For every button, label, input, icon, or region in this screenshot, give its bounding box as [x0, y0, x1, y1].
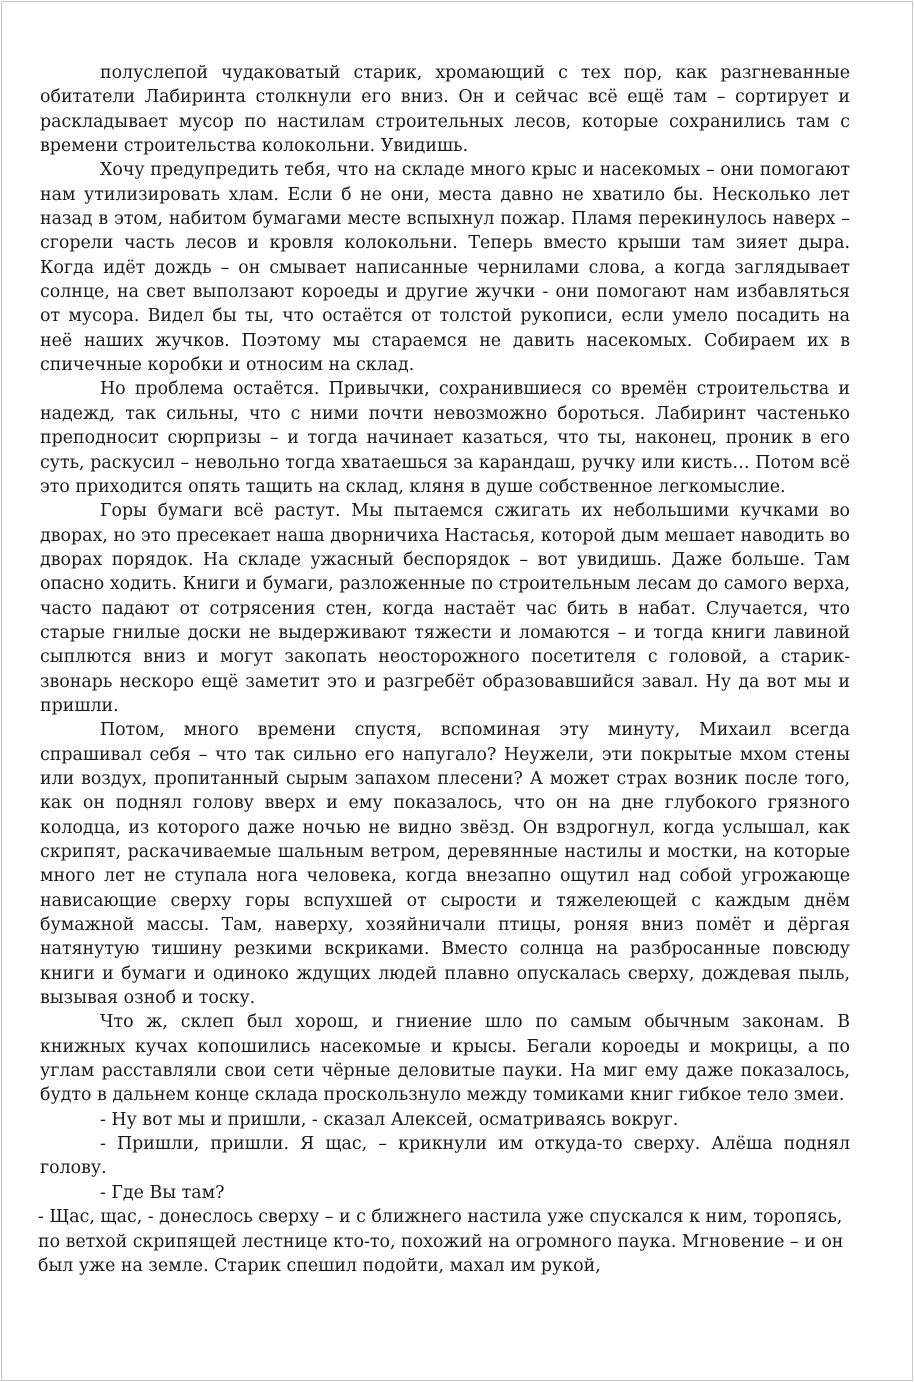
paragraph-1: полуслепой чудаковатый старик, хромающий с тех пор, как разгневанные обитатели Лабиринта столкнули его вниз. Он и сейчас всё ещё там – сортирует и раскладывает мусор по настилам строительных лесов, которые сохранились там с времени строительства колокольни. Увидишь. — [40, 63, 850, 157]
dialogue-line-4: - Щас, щас, - донеслось сверху – и с ближнего настила уже спускался к ним, торопясь, по ветхой скрипящей лестнице кто-то, похожий на огромного паука. Мгновение – и он был уже на земле. Старик спешил подойти, махал им рукой, — [38, 1207, 844, 1276]
page — [1, 1, 913, 1381]
paragraph-3: Но проблема остаётся. Привычки, сохранившиеся со времён строительства и надежд, так сильны, что с ними почти невозможно бороться. Лабиринт частенько преподносит сюрпризы – и тогда начинает казаться, что ты, наконец, проник в его суть, раскусил – невольно тогда хватаешься за карандаш, ручку или кисть… Потом всё это приходится опять тащить на склад, кляня в душе собственное легкомыслие. — [40, 379, 850, 497]
dialogue-line-2: - Пришли, пришли. Я щас, – крикнули им откуда-то сверху. Алёша поднял голову. — [40, 1134, 850, 1179]
dialogue-line-1: - Ну вот мы и пришли, - сказал Алексей, осматриваясь вокруг. — [100, 1109, 679, 1130]
paragraph-6: Что ж, склеп был хорош, и гниение шло по самым обычным законам. В книжных кучах копошились насекомые и крысы. Бегали короеды и мокрицы, а по углам расставляли свои сети чёрные деловитые пауки. На миг ему даже показалось, будто в дальнем конце склада проскользнуло между томиками книг гибкое тело змеи. — [40, 1012, 850, 1106]
paragraph-4: Горы бумаги всё растут. Мы пытаемся сжигать их небольшими кучками во дворах, но это пресекает наша дворничиха Настасья, которой дым мешает наводить во дворах порядок. На складе ужасный беспорядок – вот увидишь. Даже больше. Там опасно ходить. Книги и бумаги, разложенные по строительным лесам до самого верха, часто падают от сотрясения стен, когда настаёт час бить в набат. Случается, что старые гнилые доски не выдерживают тяжести и ломаются – и тогда книги лавиной сыплются вниз и могут закопать неосторожного посетителя с головой, а старик-звонарь нескоро ещё заметит это и разгребёт образовавшийся завал. Ну да вот мы и пришли. — [40, 501, 850, 716]
dialogue-line-3: - Где Вы там? — [100, 1182, 225, 1203]
paragraph-5: Потом, много времени спустя, вспоминая эту минуту, Михаил всегда спрашивал себя – что так сильно его напугало? Неужели, эти покрытые мхом стены или воздух, пропитанный сырым запахом плесени? А может страх возник после того, как он поднял голову вверх и ему показалось, что он на дне глубокого грязного колодца, из которого даже ночью не видно звёзд. Он вздрогнул, когда услышал, как скрипят, раскачиваемые шальным ветром, деревянные настилы и мостки, на которые много лет не ступала нога человека, когда внезапно ощутил над собой угрожающе нависающие сверху горы вспухшей от сырости и тяжелеющей с каждым днём бумажной массы. Там, наверху, хозяйничали птицы, роняя вниз помёт и дёргая натянутую тишину резкими вскриками. Вместо солнца на разбросанные повсюду книги и бумаги и одиноко ждущих людей плавно опускалась сверху, дождевая пыль, вызывая озноб и тоску. — [40, 720, 850, 1009]
book-text — [40, 61, 850, 1278]
paragraph-2: Хочу предупредить тебя, что на складе много крыс и насекомых – они помогают нам утилизировать хлам. Если б не они, места давно не хватило бы. Несколько лет назад в этом, набитом бумагами месте вспыхнул пожар. Пламя перекинулось наверх – сгорели часть лесов и кровля колокольни. Теперь вместо крыши там зияет дыра. Когда идёт дождь – он смывает написанные чернилами слова, а когда заглядывает солнце, на свет выползают короеды и другие жучки - они помогают нам избавляться от мусора. Видел бы ты, что остаётся от толстой рукописи, если умело посадить на неё наших жучков. Поэтому мы стараемся не давить насекомых. Собираем их в спичечные коробки и относим на склад. — [40, 160, 850, 376]
